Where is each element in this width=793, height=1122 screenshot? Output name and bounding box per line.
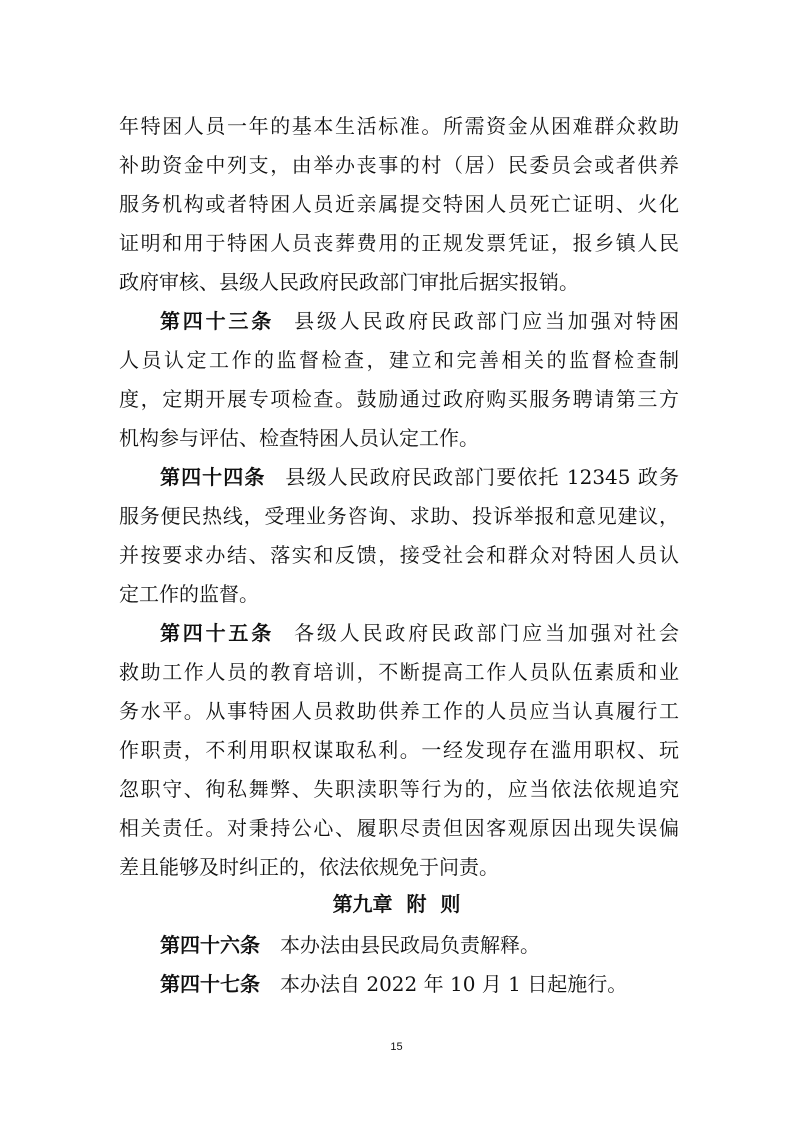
article-45-line: 救助工作人员的教育培训，不断提高工作人员队伍素质和业 [119, 660, 679, 684]
article-43-line: 机构参与评估、检查特困人员认定工作。 [119, 426, 479, 450]
article-44-line: 定工作的监督。 [119, 582, 259, 606]
article-43-line: 人员认定工作的监督检查，建立和完善相关的监督检查制 [119, 348, 679, 372]
article-44-heading-line [160, 462, 679, 492]
paragraph-line: 服务机构或者特困人员近亲属提交特困人员死亡证明、火化 [119, 192, 679, 216]
article-46-text: 本办法由县民政局负责解释。 [280, 933, 540, 957]
paragraph-line: 政府审核、县级人民政府民政部门审批后据实报销。 [119, 270, 579, 294]
article-43-line: 度，定期开展专项检查。鼓励通过政府购买服务聘请第三方 [119, 387, 679, 411]
article-45-line: 务水平。从事特困人员救助供养工作的人员应当认真履行工 [119, 699, 679, 723]
article-47-text: 本办法自 2022 年 10 月 1 日起施行。 [280, 972, 628, 996]
article-46-label: 第四十六条 [160, 933, 260, 957]
article-45-first-line: 各级人民政府民政部门应当加强对社会 [294, 621, 680, 645]
article-43-heading-line [160, 306, 679, 336]
chapter-title: 第九章 附 则 [332, 892, 461, 916]
article-45-line: 作职责，不利用职权谋取私利。一经发现存在滥用职权、玩 [119, 738, 679, 762]
paragraph-line: 补助资金中列支，由举办丧事的村（居）民委员会或者供养 [119, 153, 679, 177]
article-43-label: 第四十三条 [160, 309, 275, 333]
article-45-line: 差且能够及时纠正的，依法依规免于问责。 [119, 855, 499, 879]
paragraph-line: 年特困人员一年的基本生活标准。所需资金从困难群众救助 [119, 114, 679, 138]
article-44-line: 服务便民热线，受理业务咨询、求助、投诉举报和意见建议， [119, 504, 679, 528]
article-46-line [160, 930, 679, 960]
paragraph-line: 证明和用于特困人员丧葬费用的正规发票凭证，报乡镇人民 [119, 231, 679, 255]
article-45-label: 第四十五条 [160, 621, 275, 645]
page-number: 15 [390, 1041, 403, 1053]
article-43-first-line: 县级人民政府民政部门应当加强对特困 [294, 309, 680, 333]
article-47-line [160, 969, 679, 999]
article-45-heading-line [160, 618, 679, 648]
article-44-label: 第四十四条 [160, 465, 266, 489]
article-45-line: 忽职守、徇私舞弊、失职渎职等行为的，应当依法依规追究 [119, 777, 679, 801]
article-47-label: 第四十七条 [160, 972, 260, 996]
article-44-first-line: 县级人民政府民政部门要依托 12345 政务 [285, 465, 680, 489]
article-45-line: 相关责任。对秉持公心、履职尽责但因客观原因出现失误偏 [119, 816, 679, 840]
article-44-line: 并按要求办结、落实和反馈，接受社会和群众对特困人员认 [119, 543, 679, 567]
